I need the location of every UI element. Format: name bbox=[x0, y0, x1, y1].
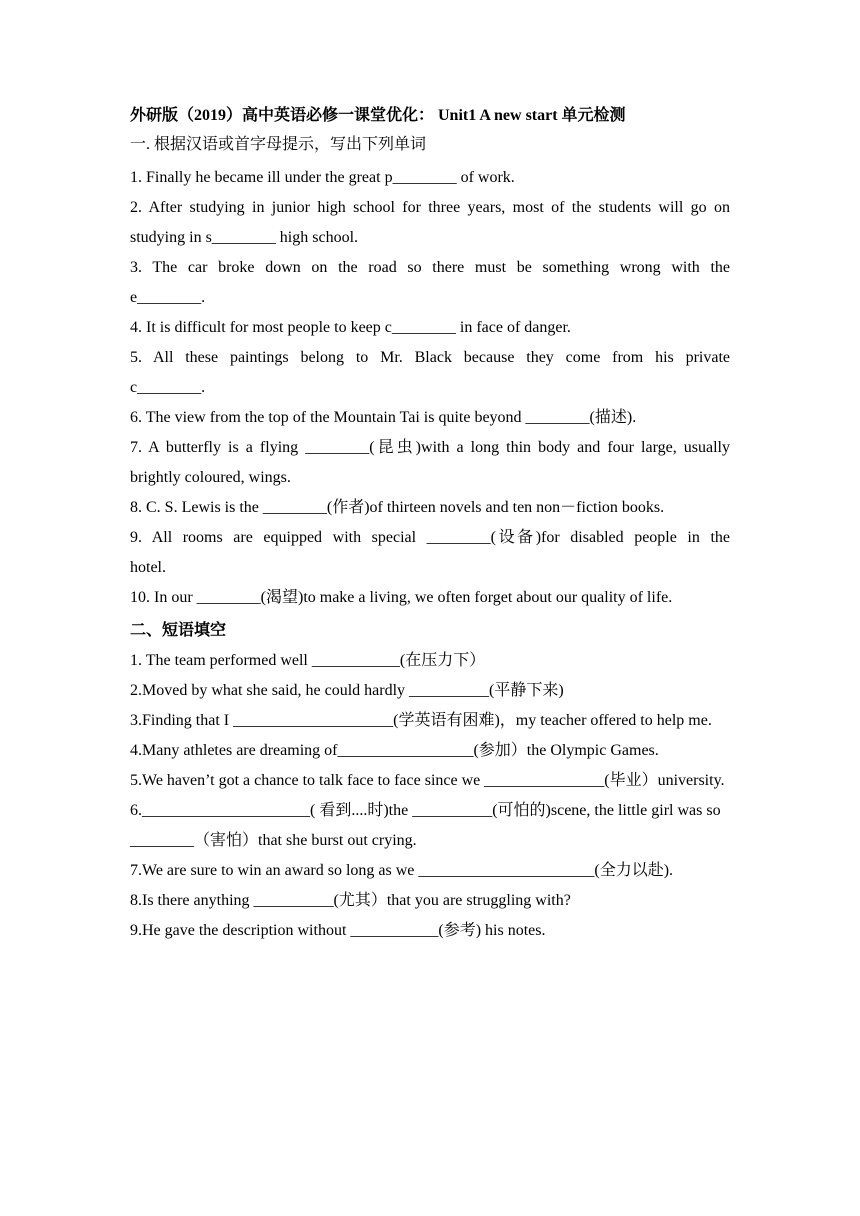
phrase-question: 1. The team performed well ___________(在压力下） bbox=[130, 652, 486, 669]
phrase-question: 7.We are sure to win an award so long as we ______________________(全力以赴). bbox=[130, 862, 674, 879]
vocab-question: 9. All rooms are equipped with special ________(设备)for disabled people in the hotel. bbox=[130, 529, 730, 576]
vocab-question: 10. In our ________(渴望)to make a living, we often forget about our quality of life. bbox=[130, 589, 673, 606]
vocab-question: 7. A butterfly is a flying ________(昆虫)with a long thin body and four large, usually brightly coloured, wings. bbox=[130, 439, 730, 486]
vocab-question: 2. After studying in junior high school for three years, most of the students will go on studying in s________ high school. bbox=[130, 199, 730, 246]
phrase-question: 3.Finding that I ____________________(学英语有困难)，my teacher offered to help me. bbox=[130, 712, 712, 729]
phrase-question: 8.Is there anything __________(尤其）that you are struggling with? bbox=[130, 892, 571, 909]
phrase-question: 6._____________________( 看到....时)the __________(可怕的)scene, the little girl was so ________（害怕）that she burst out crying. bbox=[130, 802, 721, 849]
phrase-question: 4.Many athletes are dreaming of_________________(参加）the Olympic Games. bbox=[130, 742, 659, 759]
phrase-question: 2.Moved by what she said, he could hardly __________(平静下来) bbox=[130, 682, 564, 699]
vocab-question: 8. C. S. Lewis is the ________(作者)of thirteen novels and ten non－fiction books. bbox=[130, 499, 665, 516]
section2-heading: 二、短语填空 bbox=[130, 622, 227, 639]
document-content bbox=[130, 103, 730, 946]
phrase-question: 5.We haven’t got a chance to talk face to face since we _______________(毕业）university. bbox=[130, 772, 725, 789]
vocab-question: 6. The view from the top of the Mountain Tai is quite beyond ________(描述). bbox=[130, 409, 637, 426]
vocab-question: 1. Finally he became ill under the great p________ of work. bbox=[130, 169, 515, 186]
section1-heading: 一. 根据汉语或首字母提示，写出下列单词 bbox=[130, 136, 427, 153]
vocab-question: 4. It is difficult for most people to keep c________ in face of danger. bbox=[130, 319, 571, 336]
phrase-question: 9.He gave the description without ___________(参考) his notes. bbox=[130, 922, 546, 939]
vocab-question: 5. All these paintings belong to Mr. Black because they come from his private c________. bbox=[130, 349, 730, 396]
document-title: 外研版（2019）高中英语必修一课堂优化： Unit1 A new start 单元检测 bbox=[130, 107, 626, 124]
vocab-question: 3. The car broke down on the road so there must be something wrong with the e________. bbox=[130, 259, 730, 306]
